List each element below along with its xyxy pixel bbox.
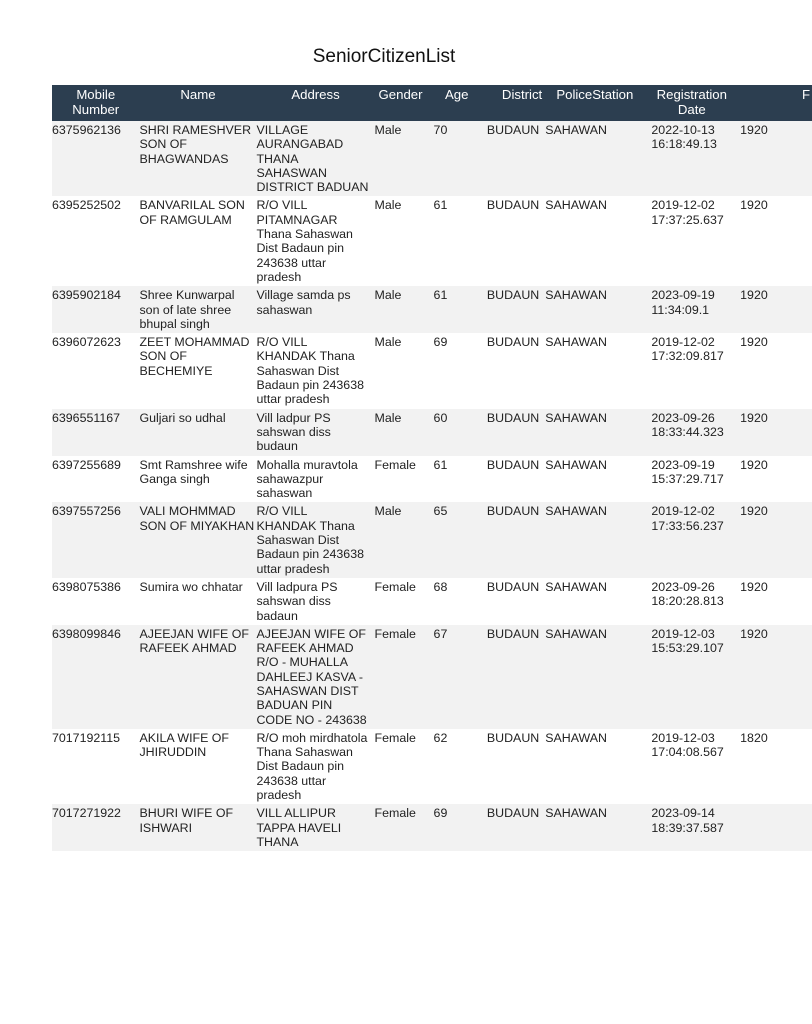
cell-name: SHRI RAMESHVER SON OF BHAGWANDAS bbox=[139, 121, 256, 196]
table-row bbox=[52, 625, 812, 729]
cell-next: 1920 bbox=[738, 578, 812, 625]
cell-registration-date: 2019-12-02 17:33:56.237 bbox=[645, 502, 738, 577]
cell-mobile: 6398075386 bbox=[52, 578, 139, 625]
cell-age: 62 bbox=[434, 729, 480, 804]
cell-registration-date: 2019-12-03 17:04:08.567 bbox=[645, 729, 738, 804]
cell-next: 1920 bbox=[738, 456, 812, 503]
cell-district: BUDAUN bbox=[480, 729, 544, 804]
cell-gender: Female bbox=[375, 804, 434, 851]
cell-name: ZEET MOHAMMAD SON OF BECHEMIYE bbox=[139, 333, 256, 408]
cell-age: 61 bbox=[434, 456, 480, 503]
cell-address: R/O moh mirdhatola Thana Sahaswan Dist Badaun pin 243638 uttar pradesh bbox=[256, 729, 374, 804]
cell-mobile: 6395902184 bbox=[52, 286, 139, 333]
column-header-police-station[interactable]: PoliceStation bbox=[544, 85, 645, 121]
cell-police-station: SAHAWAN bbox=[544, 286, 645, 333]
cell-police-station: SAHAWAN bbox=[544, 196, 645, 286]
cell-next: 1920 bbox=[738, 121, 812, 196]
cell-mobile: 7017192115 bbox=[52, 729, 139, 804]
cell-name: Shree Kunwarpal son of late shree bhupal singh bbox=[139, 286, 256, 333]
cell-name: Sumira wo chhatar bbox=[139, 578, 256, 625]
cell-mobile: 7017271922 bbox=[52, 804, 139, 851]
cell-age: 61 bbox=[434, 286, 480, 333]
cell-age: 70 bbox=[434, 121, 480, 196]
cell-police-station: SAHAWAN bbox=[544, 121, 645, 196]
column-header-age[interactable]: Age bbox=[434, 85, 480, 121]
cell-address: R/O VILL KHANDAK Thana Sahaswan Dist Badaun pin 243638 uttar pradesh bbox=[256, 502, 374, 577]
table-row bbox=[52, 121, 812, 196]
cell-next bbox=[738, 804, 812, 851]
page-title: SeniorCitizenList bbox=[312, 46, 456, 67]
table-row bbox=[52, 333, 812, 408]
cell-name: AKILA WIFE OF JHIRUDDIN bbox=[139, 729, 256, 804]
cell-police-station: SAHAWAN bbox=[544, 502, 645, 577]
table-row bbox=[52, 729, 812, 804]
cell-mobile: 6396072623 bbox=[52, 333, 139, 408]
cell-next: 1820 bbox=[738, 729, 812, 804]
cell-age: 61 bbox=[434, 196, 480, 286]
cell-gender: Female bbox=[375, 456, 434, 503]
cell-age: 69 bbox=[434, 333, 480, 408]
cell-mobile: 6397557256 bbox=[52, 502, 139, 577]
cell-district: BUDAUN bbox=[480, 121, 544, 196]
column-header-mobile[interactable]: Mobile Number bbox=[52, 85, 139, 121]
cell-next: 1920 bbox=[738, 286, 812, 333]
cell-gender: Male bbox=[375, 502, 434, 577]
cell-registration-date: 2023-09-19 15:37:29.717 bbox=[645, 456, 738, 503]
cell-mobile: 6375962136 bbox=[52, 121, 139, 196]
cell-police-station: SAHAWAN bbox=[544, 333, 645, 408]
cell-registration-date: 2023-09-26 18:33:44.323 bbox=[645, 409, 738, 456]
table-row bbox=[52, 409, 812, 456]
cell-address: Vill ladpura PS sahswan diss badaun bbox=[256, 578, 374, 625]
column-header-next[interactable]: F bbox=[738, 85, 812, 121]
cell-district: BUDAUN bbox=[480, 196, 544, 286]
table-row bbox=[52, 286, 812, 333]
cell-district: BUDAUN bbox=[480, 456, 544, 503]
cell-police-station: SAHAWAN bbox=[544, 456, 645, 503]
cell-gender: Male bbox=[375, 333, 434, 408]
cell-registration-date: 2022-10-13 16:18:49.13 bbox=[645, 121, 738, 196]
cell-mobile: 6398099846 bbox=[52, 625, 139, 729]
column-header-registration-date[interactable]: Registration Date bbox=[645, 85, 738, 121]
cell-address: AJEEJAN WIFE OF RAFEEK AHMAD R/O - MUHALLA DAHLEEJ KASVA - SAHASWAN DIST BADUAN PIN CODE NO - 243638 bbox=[256, 625, 374, 729]
cell-name: BANVARILAL SON OF RAMGULAM bbox=[139, 196, 256, 286]
cell-age: 67 bbox=[434, 625, 480, 729]
table-row bbox=[52, 456, 812, 503]
cell-next: 1920 bbox=[738, 502, 812, 577]
cell-police-station: SAHAWAN bbox=[544, 804, 645, 851]
cell-address: R/O VILL KHANDAK Thana Sahaswan Dist Badaun pin 243638 uttar pradesh bbox=[256, 333, 374, 408]
table-row bbox=[52, 804, 812, 851]
cell-name: VALI MOHMMAD SON OF MIYAKHAN bbox=[139, 502, 256, 577]
cell-next: 1920 bbox=[738, 333, 812, 408]
cell-next: 1920 bbox=[738, 196, 812, 286]
cell-address: Village samda ps sahaswan bbox=[256, 286, 374, 333]
cell-police-station: SAHAWAN bbox=[544, 409, 645, 456]
cell-district: BUDAUN bbox=[480, 804, 544, 851]
cell-gender: Male bbox=[375, 121, 434, 196]
column-header-gender[interactable]: Gender bbox=[375, 85, 434, 121]
column-header-address[interactable]: Address bbox=[256, 85, 374, 121]
cell-district: BUDAUN bbox=[480, 409, 544, 456]
cell-mobile: 6397255689 bbox=[52, 456, 139, 503]
cell-name: Smt Ramshree wife Ganga singh bbox=[139, 456, 256, 503]
cell-next: 1920 bbox=[738, 625, 812, 729]
cell-next: 1920 bbox=[738, 409, 812, 456]
cell-mobile: 6396551167 bbox=[52, 409, 139, 456]
senior-citizen-table-wrapper bbox=[52, 85, 810, 851]
cell-name: Guljari so udhal bbox=[139, 409, 256, 456]
cell-registration-date: 2023-09-14 18:39:37.587 bbox=[645, 804, 738, 851]
cell-district: BUDAUN bbox=[480, 625, 544, 729]
table-row bbox=[52, 196, 812, 286]
senior-citizen-table bbox=[52, 85, 812, 851]
cell-gender: Male bbox=[375, 286, 434, 333]
cell-district: BUDAUN bbox=[480, 578, 544, 625]
cell-mobile: 6395252502 bbox=[52, 196, 139, 286]
cell-police-station: SAHAWAN bbox=[544, 729, 645, 804]
header-row bbox=[52, 85, 812, 121]
cell-registration-date: 2019-12-02 17:37:25.637 bbox=[645, 196, 738, 286]
column-header-name[interactable]: Name bbox=[139, 85, 256, 121]
table-row bbox=[52, 502, 812, 577]
cell-age: 60 bbox=[434, 409, 480, 456]
cell-police-station: SAHAWAN bbox=[544, 578, 645, 625]
column-header-district[interactable]: District bbox=[480, 85, 544, 121]
cell-address: VILLAGE AURANGABAD THANA SAHASWAN DISTRICT BADUAN bbox=[256, 121, 374, 196]
cell-address: Mohalla muravtola sahawazpur sahaswan bbox=[256, 456, 374, 503]
cell-address: R/O VILL PITAMNAGAR Thana Sahaswan Dist Badaun pin 243638 uttar pradesh bbox=[256, 196, 374, 286]
cell-age: 65 bbox=[434, 502, 480, 577]
cell-age: 68 bbox=[434, 578, 480, 625]
cell-gender: Female bbox=[375, 625, 434, 729]
table-body bbox=[52, 121, 812, 851]
cell-district: BUDAUN bbox=[480, 286, 544, 333]
cell-district: BUDAUN bbox=[480, 333, 544, 408]
cell-address: VILL ALLIPUR TAPPA HAVELI THANA bbox=[256, 804, 374, 851]
cell-registration-date: 2019-12-03 15:53:29.107 bbox=[645, 625, 738, 729]
table-header bbox=[52, 85, 812, 121]
cell-name: BHURI WIFE OF ISHWARI bbox=[139, 804, 256, 851]
cell-name: AJEEJAN WIFE OF RAFEEK AHMAD bbox=[139, 625, 256, 729]
cell-age: 69 bbox=[434, 804, 480, 851]
cell-district: BUDAUN bbox=[480, 502, 544, 577]
cell-registration-date: 2019-12-02 17:32:09.817 bbox=[645, 333, 738, 408]
cell-gender: Female bbox=[375, 729, 434, 804]
cell-gender: Female bbox=[375, 578, 434, 625]
cell-gender: Male bbox=[375, 196, 434, 286]
cell-registration-date: 2023-09-26 18:20:28.813 bbox=[645, 578, 738, 625]
cell-address: Vill ladpur PS sahswan diss budaun bbox=[256, 409, 374, 456]
cell-gender: Male bbox=[375, 409, 434, 456]
cell-police-station: SAHAWAN bbox=[544, 625, 645, 729]
table-row bbox=[52, 578, 812, 625]
cell-registration-date: 2023-09-19 11:34:09.1 bbox=[645, 286, 738, 333]
